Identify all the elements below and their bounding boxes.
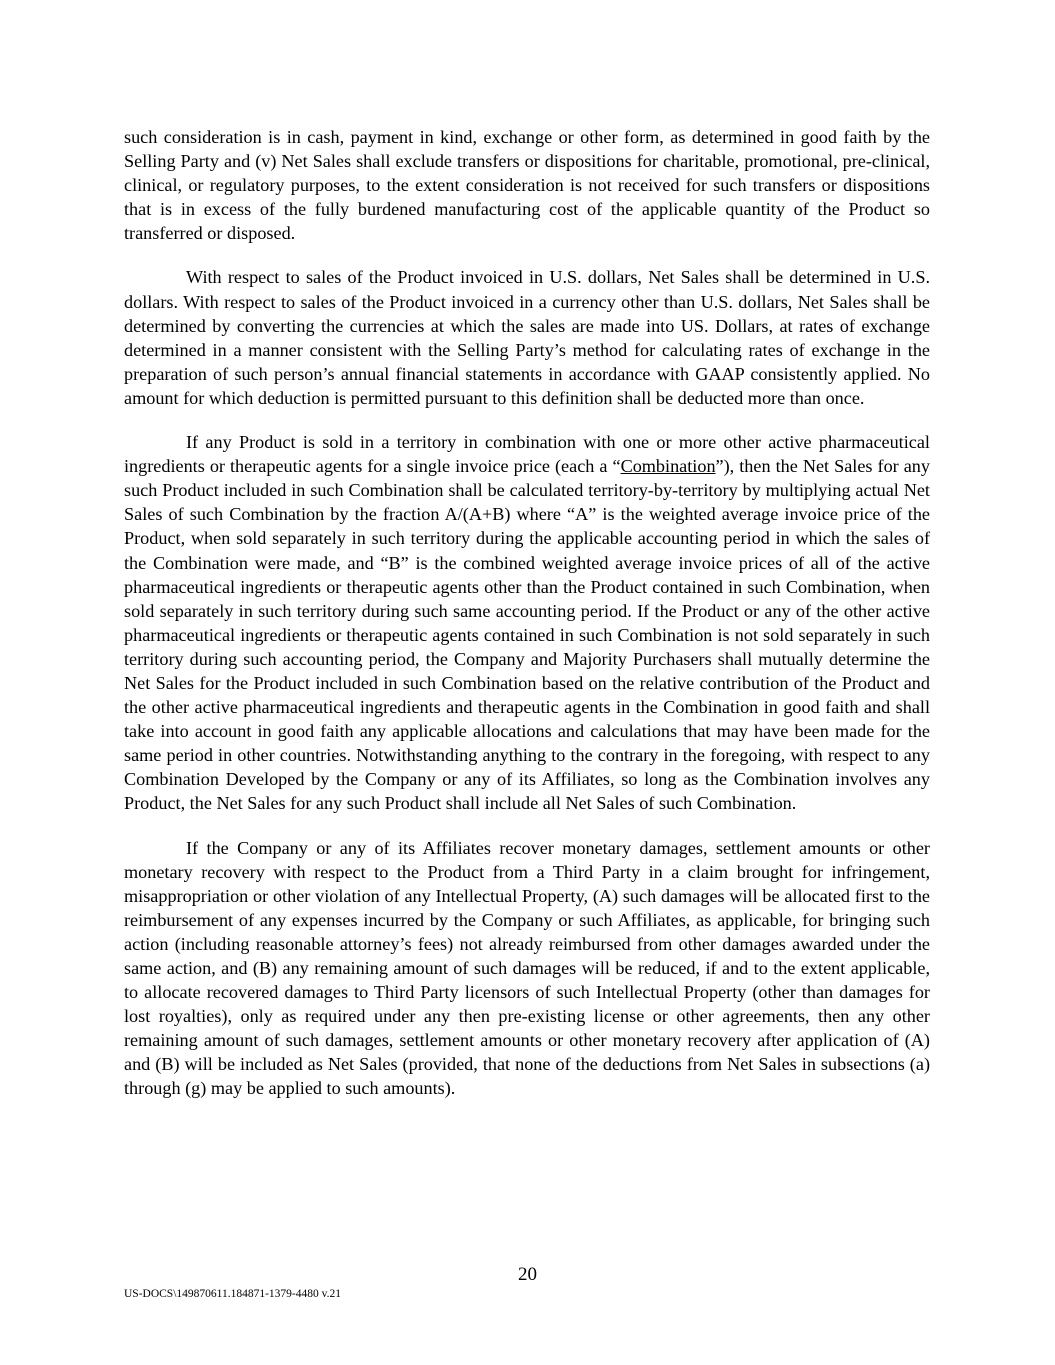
document-id: US-DOCS\149870611.184871-1379-4480 v.21 (124, 1288, 342, 1300)
page-number: 20 (518, 1264, 537, 1285)
combination-text-before: If any Product is sold in a territory in combination with one or more other active pharmaceutical ingredients or therapeutic agents for a single invoice price (each a “ (124, 432, 930, 477)
document-body (124, 125, 930, 1101)
paragraph-monetary-damages: If the Company or any of its Affiliates recover monetary damages, settlement amounts or other monetary recovery with respect to the Product from a Third Party in a claim brought for infringement, misappropriation or other violation of any Intellectual Property, (A) such damages will be allocated first to the reimbursement of any expenses incurred by the Company or such Affiliates, as applicable, for bringing such action (including reasonable attorney’s fees) not already reimbursed from other damages awarded under the same action, and (B) any remaining amount of such damages will be reduced, if and to the extent applicable, to allocate recovered damages to Third Party licensors of such Intellectual Property (other than damages for lost royalties), only as required under any then pre-existing license or other agreements, then any other remaining amount of such damages, settlement amounts or other monetary recovery after application of (A) and (B) will be included as Net Sales (provided, that none of the deductions from Net Sales in subsections (a) through (g) may be applied to such amounts). (124, 837, 930, 1099)
paragraph-currency-conversion: With respect to sales of the Product invoiced in U.S. dollars, Net Sales shall be determined in U.S. dollars. With respect to sales of the Product invoiced in a currency other than U.S. dollars, Net Sales shall be determined by converting the currencies at which the sales are made into US. Dollars, at rates of exchange determined in a manner consistent with the Selling Party’s method for calculating rates of exchange in the preparation of such person’s annual financial statements in accordance with GAAP consistently applied. No amount for which deduction is permitted pursuant to this definition shall be deducted more than once. (124, 267, 930, 408)
defined-term-combination: Combination (620, 456, 716, 477)
combination-text-after: ”), then the Net Sales for any such Product included in such Combination shall be calculated territory-by-territory by multiplying actual Net Sales of such Combination by the fraction A/(A+B) where “A” is the weighted average invoice price of the Product, when sold separately in such territory during the applicable accounting period in which the sales of the Combination were made, and “B” is the combined weighted average invoice prices of all of the active pharmaceutical ingredients or therapeutic agents other than the Product contained in such Combination, when sold separately in such territory during such same accounting period. If the Product or any of the other active pharmaceutical ingredients or therapeutic agents contained in such Combination is not sold separately in such territory during such accounting period, the Company and Majority Purchasers shall mutually determine the Net Sales for the Product included in such Combination based on the relative contribution of the Product and the other active pharmaceutical ingredients and therapeutic agents in the Combination in good faith and shall take into account in good faith any applicable allocations and calculations that may have been made for the same period in other countries. Notwithstanding anything to the contrary in the foregoing, with respect to any Combination Developed by the Company or any of its Affiliates, so long as the Combination involves any Product, the Net Sales for any such Product shall include all Net Sales of such Combination. (124, 456, 930, 814)
paragraph-consideration: such consideration is in cash, payment in kind, exchange or other form, as determined in good faith by the Selling Party and (v) Net Sales shall exclude transfers or dispositions for charitable, promotional, pre-clinical, clinical, or regulatory purposes, to the extent consideration is not received for such transfers or dispositions that is in excess of the fully burdened manufacturing cost of the applicable quantity of the Product so transferred or disposed. (124, 127, 930, 244)
paragraph-combination (124, 430, 930, 816)
